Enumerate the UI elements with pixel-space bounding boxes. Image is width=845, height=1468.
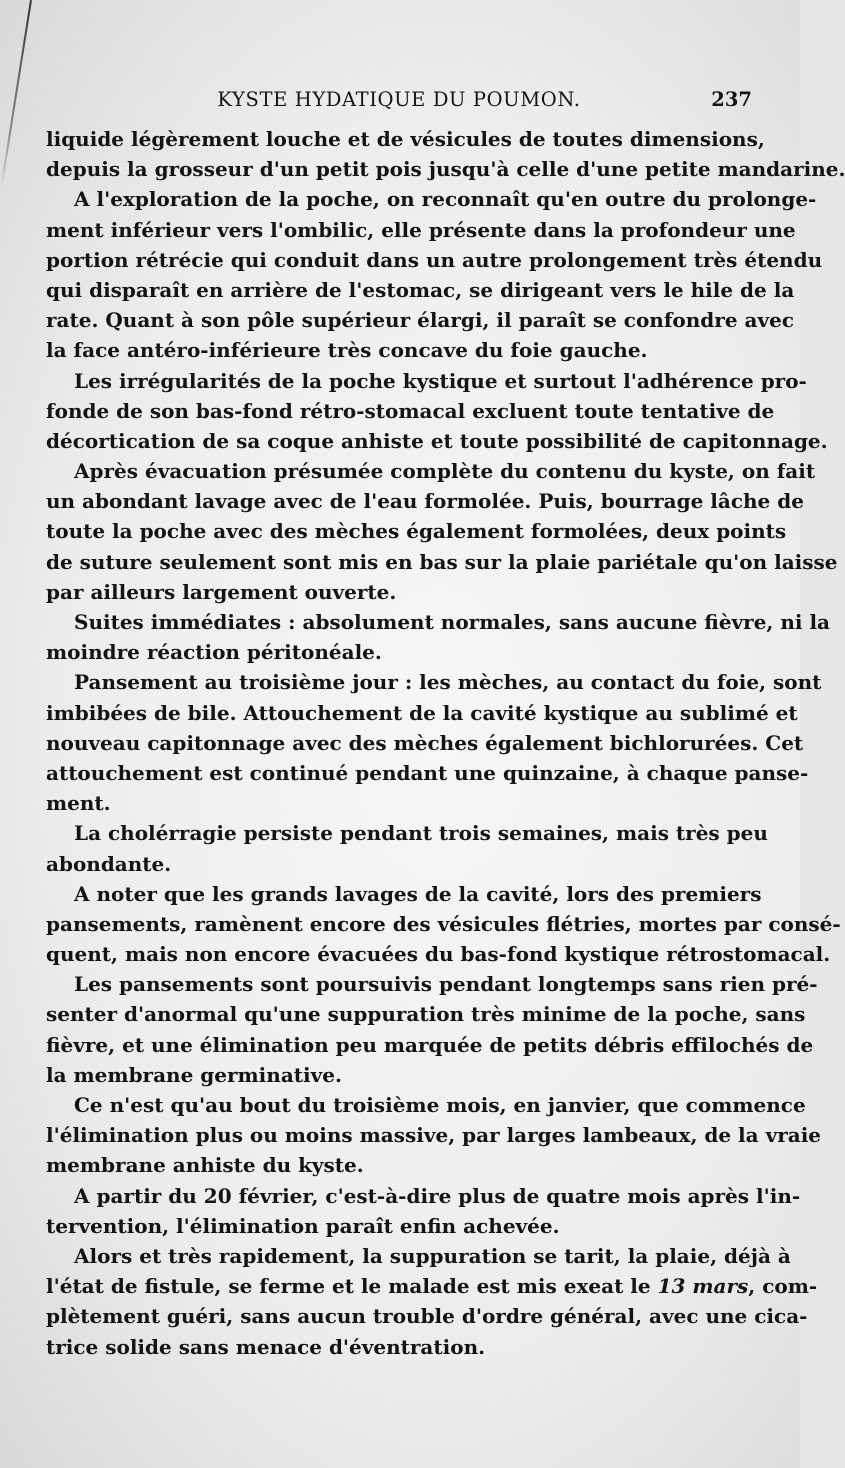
text-line: portion rétrécie qui conduit dans un autre prolongement très étendu [46, 247, 823, 272]
text-line: ment. [46, 791, 111, 816]
text-line: rate. Quant à son pôle supérieur élargi, il paraît se confondre avec [46, 308, 794, 333]
text-line: senter d'anormal qu'une suppuration très minime de la poche, sans [46, 1002, 806, 1027]
text-line: la membrane germinative. [46, 1062, 342, 1087]
text-line: A partir du 20 février, c'est-à-dire plus de quatre mois après l'in- [74, 1183, 801, 1208]
page-number: 237 [711, 88, 752, 111]
text-line: l'élimination plus ou moins massive, par larges lambeaux, de la vraie [46, 1123, 822, 1148]
text-line: trice solide sans menace d'éventration. [46, 1334, 486, 1359]
text-line: pansements, ramènent encore des vésicules flétries, mortes par consé- [46, 911, 841, 936]
text-segment: l'état de fistule, se ferme et le malade est mis exeat le [46, 1274, 651, 1299]
page-header [46, 88, 752, 118]
text-segment: , com- [748, 1274, 818, 1299]
text-line: fonde de son bas-fond rétro-stomacal excluent toute tentative de [46, 398, 775, 423]
text-line: nouveau capitonnage avec des mèches également bichlorurées. Cet [46, 730, 804, 755]
text-line: tervention, l'élimination paraît enfin achevée. [46, 1213, 560, 1238]
text-line: Pansement au troisième jour : les mèches, au contact du foie, sont [74, 670, 822, 695]
text-line: qui disparaît en arrière de l'estomac, se dirigeant vers le hile de la [46, 277, 795, 302]
text-line: toute la poche avec des mèches également formolées, deux points [46, 519, 787, 544]
text-line: quent, mais non encore évacuées du bas-fond kystique rétrostomacal. [46, 942, 831, 967]
body-text [46, 124, 845, 1362]
text-line: décortication de sa coque anhiste et toute possibilité de capitonnage. [46, 428, 828, 453]
text-line: La cholérragie persiste pendant trois semaines, mais très peu [74, 821, 768, 846]
text-line-with-date [46, 1271, 818, 1301]
text-line: Les irrégularités de la poche kystique et surtout l'adhérence pro- [74, 368, 807, 393]
text-line: liquide légèrement louche et de vésicules de toutes dimensions, [46, 127, 765, 151]
text-line: moindre réaction péritonéale. [46, 640, 382, 665]
exeat-date: 13 mars [657, 1274, 749, 1299]
text-line: Alors et très rapidement, la suppuration se tarit, la plaie, déjà à [74, 1243, 791, 1268]
text-line: par ailleurs largement ouverte. [46, 579, 397, 604]
text-line: de suture seulement sont mis en bas sur la plaie pariétale qu'on laisse [46, 549, 838, 574]
page-edge-shadow [0, 0, 32, 188]
text-line: ment inférieur vers l'ombilic, elle présente dans la profondeur une [46, 217, 796, 242]
text-line: Les pansements sont poursuivis pendant longtemps sans rien pré- [74, 972, 818, 997]
text-line: Ce n'est qu'au bout du troisième mois, en janvier, que commence [74, 1093, 806, 1117]
text-line: A noter que les grands lavages de la cavité, lors des premiers [74, 881, 762, 906]
text-line: depuis la grosseur d'un petit pois jusqu'à celle d'une petite mandarine. [46, 157, 845, 182]
text-line: fièvre, et une élimination peu marquée de petits débris effilochés de [46, 1032, 814, 1057]
text-line: imbibées de bile. Attouchement de la cavité kystique au sublimé et [46, 700, 798, 725]
running-head: KYSTE HYDATIQUE DU POUMON. [217, 88, 581, 111]
text-line: attouchement est continué pendant une quinzaine, à chaque panse- [46, 760, 809, 785]
text-line: Suites immédiates : absolument normales, sans aucune fièvre, ni la [74, 610, 831, 634]
text-line: A l'exploration de la poche, on reconnaît qu'en outre du prolonge- [74, 187, 817, 212]
text-line: plètement guéri, sans aucun trouble d'ordre général, avec une cica- [46, 1304, 808, 1329]
text-line: un abondant lavage avec de l'eau formolée. Puis, bourrage lâche de [46, 489, 804, 514]
text-line: Après évacuation présumée complète du contenu du kyste, on fait [74, 459, 816, 484]
text-line: la face antéro-inférieure très concave du foie gauche. [46, 338, 648, 363]
text-line: abondante. [46, 851, 172, 876]
text-line: membrane anhiste du kyste. [46, 1153, 364, 1178]
